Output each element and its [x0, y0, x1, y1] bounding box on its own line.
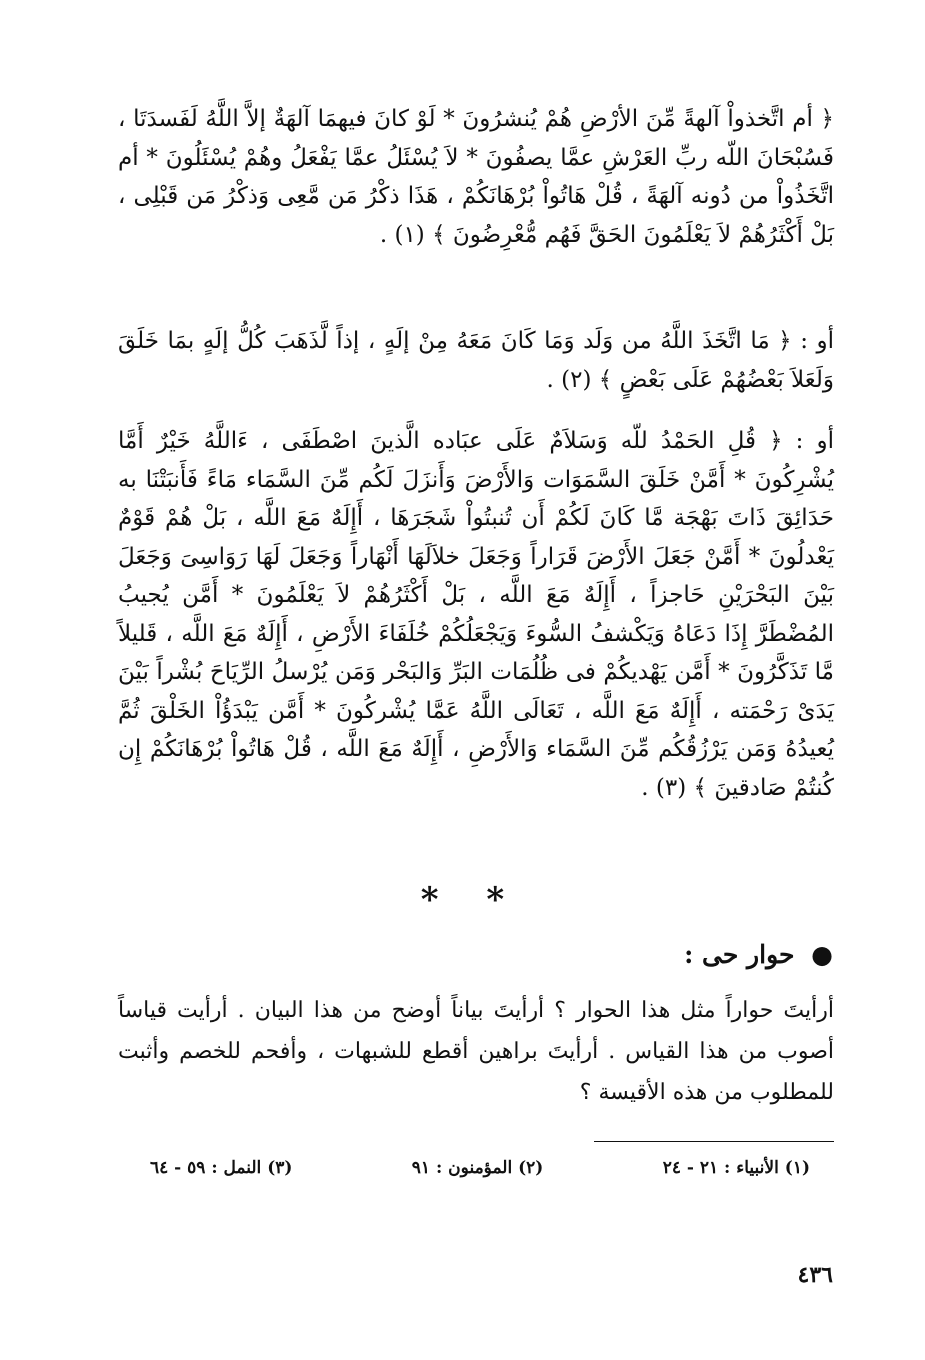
separator-star-left: *	[420, 880, 439, 920]
bullet-icon: ●	[811, 940, 833, 969]
quran-verse-anbiya: ﴿ أم اتَّخذواْ آلهةً مِّنَ الأرْضِ هُمْ يُنشرُونَ * لَوْ كانَ فيهمَا آلهَةٌ إلاَّ اللَّهُ لَفَسدَتَا ، فَسُبْحَانَ اللّه ربِّ العَرْشِ عمَّا يصفُونَ * لاَ يُسْئَلُ عمَّا يَفْعَلُ وهُمْ يُسْئَلُونَ * أم اتَّخَذُواْ من دُونه آلهَةً ، قُلْ هَاتُواْ بُرْهَانَكُمْ ، هَذَا ذكْرُ مَن مَّعِى وَذكْرُ مَن قَبْلِى ، بَلْ أَكْثَرُهُمْ لاَ يَعْلَمُونَ الحَقَّ فَهُم مُّعْرِضُونَ ﴾ (١) .	[118, 106, 834, 248]
section-heading	[684, 940, 833, 969]
separator-star-right: *	[486, 880, 505, 920]
footnote-1: (١) الأنبياء : ٢١ - ٢٤	[662, 1158, 810, 1178]
footnote-3: (٣) النمل : ٥٩ - ٦٤	[150, 1158, 293, 1178]
footnotes	[150, 1158, 810, 1178]
footnote-2: (٢) المؤمنون : ٩١	[411, 1158, 544, 1178]
section-heading-text: حوار حى :	[684, 940, 795, 969]
quran-verse-muminun: أو : ﴿ مَا اتَّخَذَ اللَّهُ من وَلَد وَمَا كَانَ مَعَهُ مِنْ إلَهٍ ، إذاً لَّذَهَبَ كُلُّ إلَهٍ بمَا خَلَقَ وَلَعَلاَ بَعْضُهُمْ عَلَى بَعْضٍ ﴾ (٢) .	[118, 328, 834, 393]
section-separator	[0, 880, 925, 920]
page-number: ٤٣٦	[797, 1262, 833, 1288]
footnote-divider	[594, 1141, 834, 1142]
quran-verse-naml: أو : ﴿ قُلِ الحَمْدُ للّه وَسَلاَمٌ عَلَى عبَاده الَّذينَ اصْطَفَى ، ءَاللَّهُ خَيْرٌ أَمَّا يُشْرِكُونَ * أَمَّنْ خَلَقَ السَّمَوَات وَالأَرْضَ وَأَنزَلَ لَكُم مِّنَ السَّمَاء مَاءً فَأَنبَتْنَا به حَدَائِقَ ذَاتَ بَهْجَة مَّا كَانَ لَكُمْ أَن تُنبتُواْ شَجَرَهَا ، أَإِلَهٌ مَعَ اللَّه ، بَلْ هُمْ قَوْمٌ يَعْدلُونَ * أَمَّنْ جَعَلَ الأَرْضَ قَرَاراً وَجَعَلَ خلاَلَهَا أَنْهَاراً وَجَعَلَ لَهَا رَوَاسِىَ وَجَعَلَ بَيْنَ البَحْرَيْنِ حَاجزاً ، أَإِلَهٌ مَعَ اللَّه ، بَلْ أَكْثَرُهُمْ لاَ يَعْلَمُونَ * أَمَّن يُجيبُ المُضْطَرَّ إِذَا دَعَاهُ وَيَكْشفُ السُّوءَ وَيَجْعَلُكُمْ خُلَفَاءَ الأَرْضِ ، أَإِلَهٌ مَعَ اللَّه ، قَليلاً مَّا تَذَكَّرُونَ * أَمَّن يَهْديكُمْ فى ظُلُمَات البَرِّ وَالبَحْر وَمَن يُرْسلُ الرِّيَاحَ بُشْراً بَيْنَ يَدَىْ رَحْمَته ، أَإِلَهٌ مَعَ اللَّه ، تَعَالَى اللَّهُ عَمَّا يُشْركُونَ * أَمَّن يَبْدَؤُاْ الخَلْقَ ثُمَّ يُعيدُهُ وَمَن يَرْزُقُكُم مِّنَ السَّمَاء وَالأَرْضِ ، أَإِلَهٌ مَعَ اللَّه ، قُلْ هَاتُواْ بُرْهَانَكُمْ إِن كُنتُمْ صَادقينَ ﴾ (٣) .	[118, 428, 834, 801]
body-paragraph: أرأيتَ حواراً مثل هذا الحوار ؟ أرأيتَ بياناً أوضح من هذا البيان . أرأيت قياساً أصوب من هذا القياس . أرأيتَ براهين أقطع للشبهات ، وأفحم للخصم وأثبت للمطلوب من هذه الأقيسة ؟	[118, 998, 834, 1105]
